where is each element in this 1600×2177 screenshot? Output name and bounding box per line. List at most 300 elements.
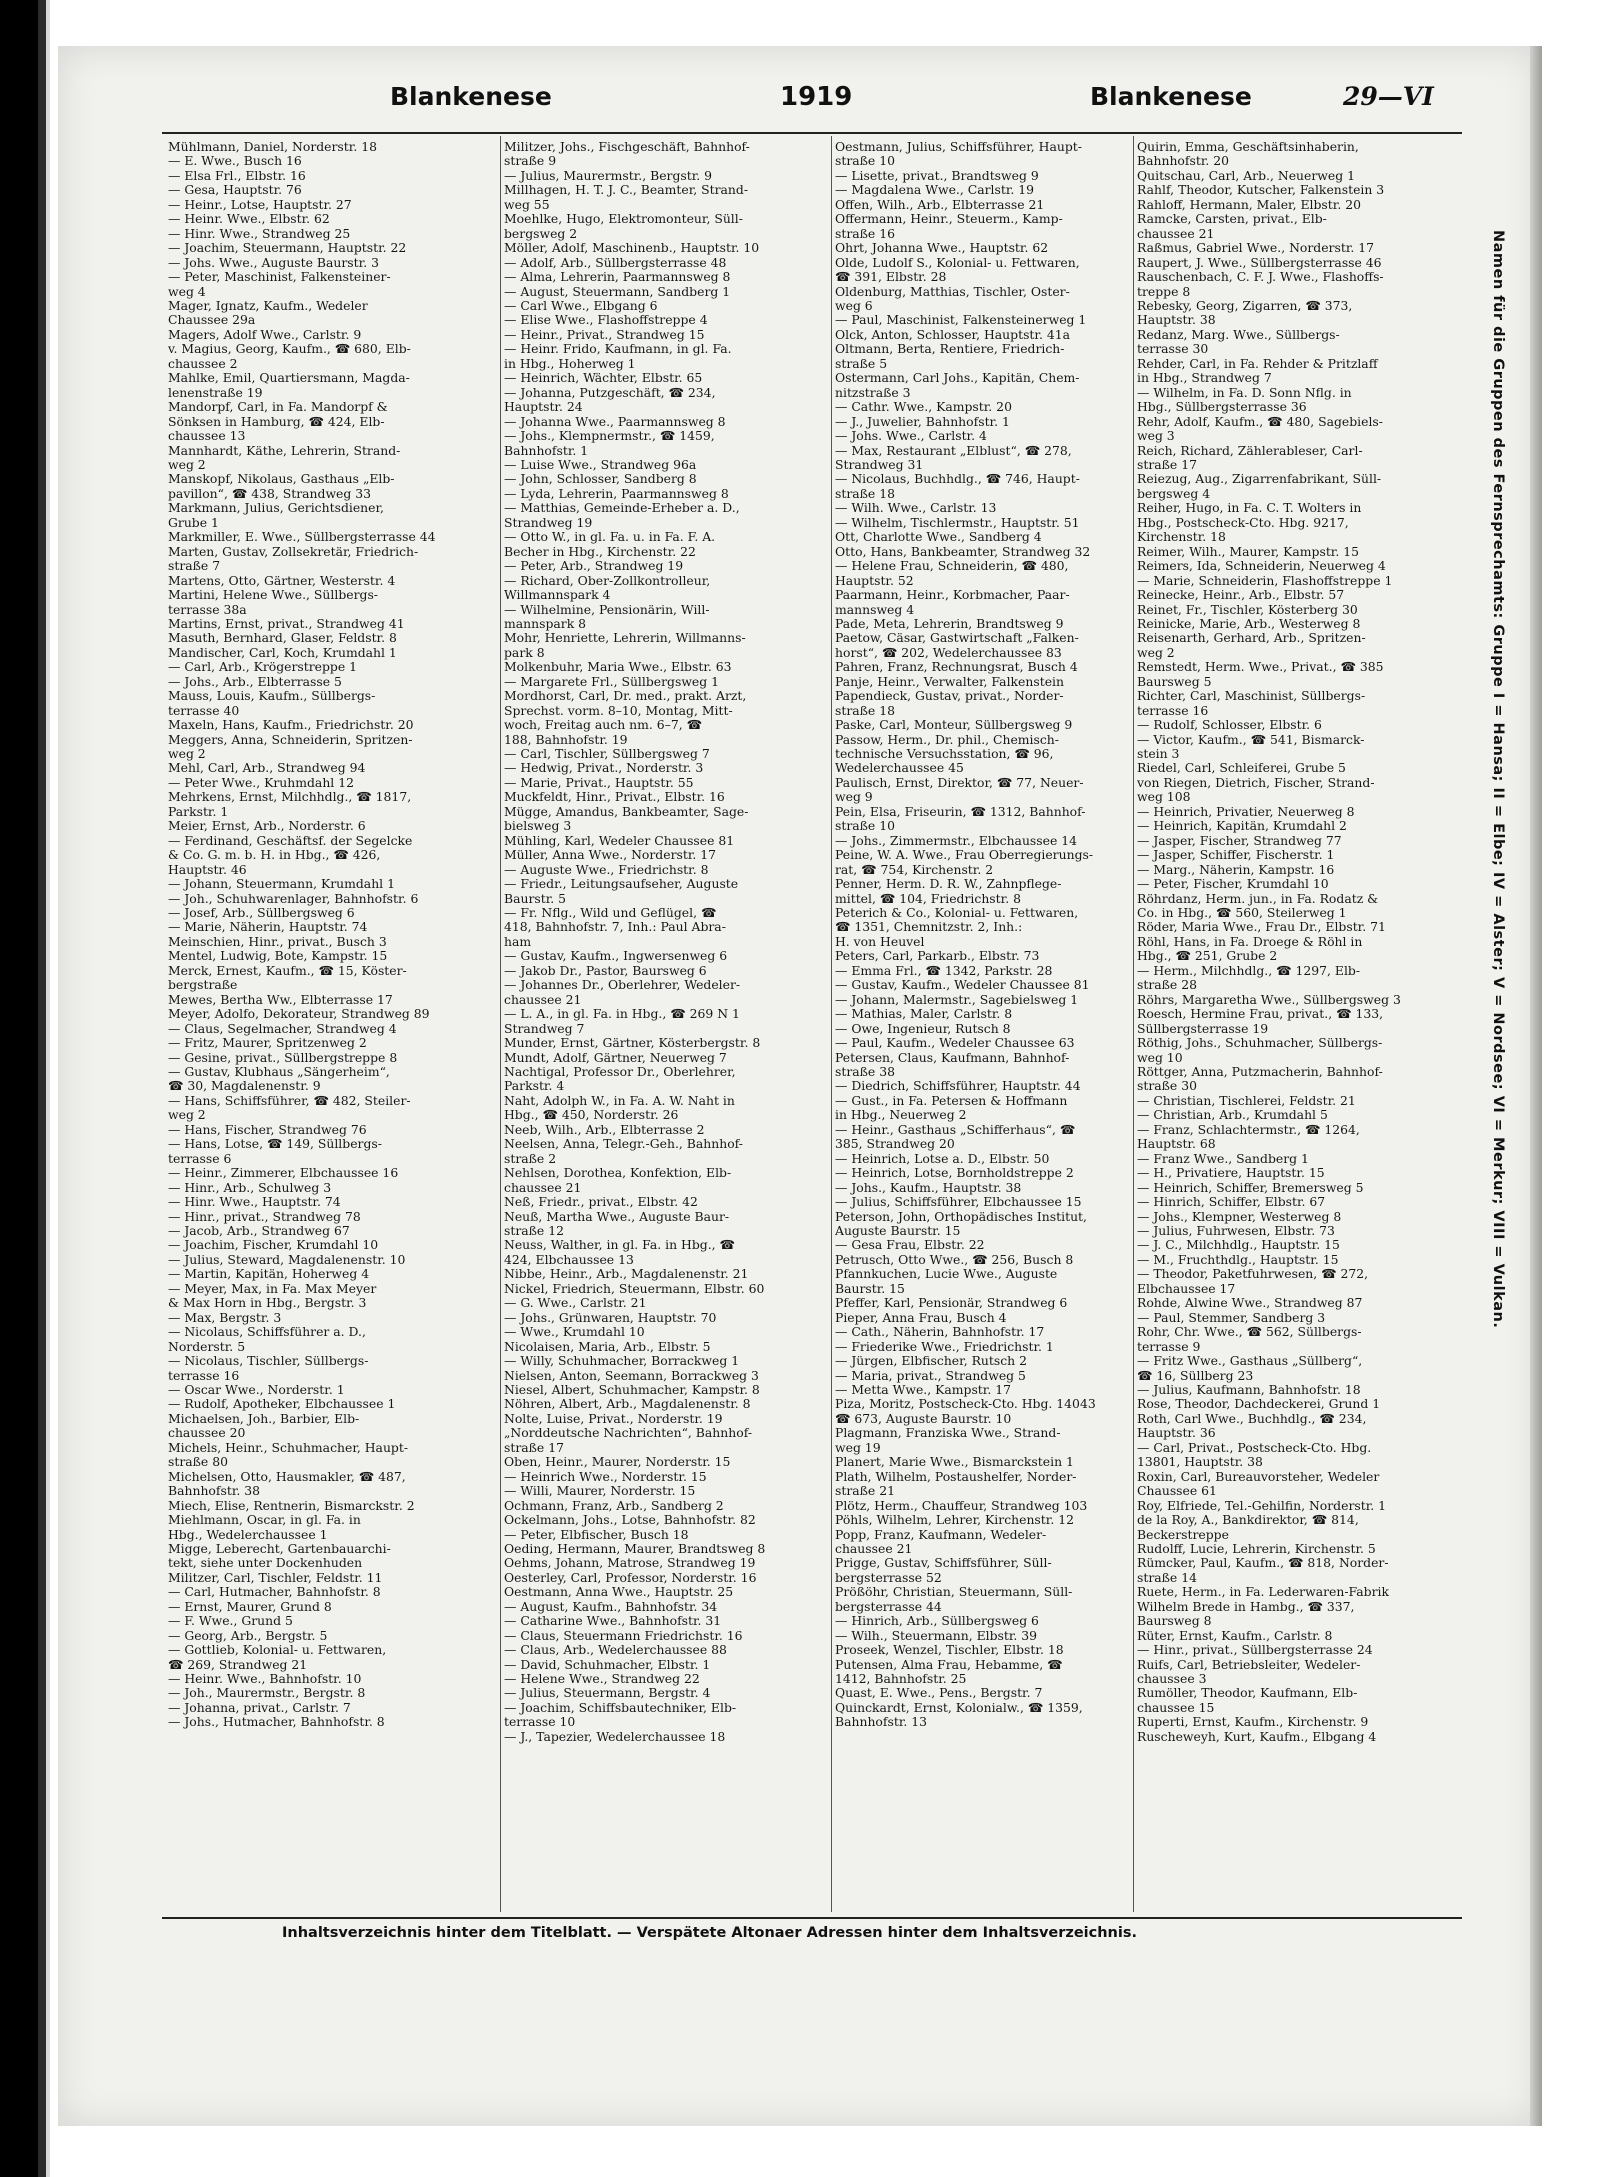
directory-entry: Röthig, Johs., Schuhmacher, Süllbergs- — [1137, 1036, 1383, 1051]
directory-entry: — Heinrich, Lotse, Bornholdstreppe 2 — [835, 1166, 1074, 1181]
directory-entry: bergsweg 2 — [504, 226, 578, 241]
directory-column-2 — [504, 140, 828, 1910]
directory-entry: terrasse 16 — [168, 1368, 240, 1383]
directory-entry: Baursweg 5 — [1137, 674, 1212, 689]
directory-entry: — Victor, Kaufm., ☎ 541, Bismarck- — [1137, 732, 1365, 747]
directory-entry: — Cath., Näherin, Bahnhofstr. 17 — [835, 1325, 1045, 1340]
directory-entry: Oltmann, Berta, Rentiere, Friedrich- — [835, 342, 1065, 357]
directory-entry: — Fritz Wwe., Gasthaus „Süllberg“, — [1137, 1354, 1363, 1369]
directory-entry: Hbg., Süllbergsterrasse 36 — [1137, 400, 1307, 415]
directory-entry: Muckfeldt, Hinr., Privat., Elbstr. 16 — [504, 790, 725, 805]
directory-entry: — Joachim, Fischer, Krumdahl 10 — [168, 1238, 379, 1253]
directory-entry: — Marie, Schneiderin, Flashoffstreppe 1 — [1137, 573, 1393, 588]
directory-entry: weg 2 — [168, 747, 206, 762]
directory-entry: Reich, Richard, Zählerableser, Carl- — [1137, 443, 1363, 458]
directory-entry: 1412, Bahnhofstr. 25 — [835, 1672, 967, 1687]
directory-entry: Mügge, Amandus, Bankbeamter, Sage- — [504, 804, 749, 819]
directory-entry: Pöhls, Wilhelm, Lehrer, Kirchenstr. 12 — [835, 1513, 1074, 1528]
directory-entry: Richter, Carl, Maschinist, Süllbergs- — [1137, 689, 1366, 704]
directory-entry: ☎ 1351, Chemnitzstr. 2, Inh.: — [835, 920, 1023, 935]
directory-entry: — Christian, Arb., Krumdahl 5 — [1137, 1108, 1328, 1123]
directory-entry: Markmann, Julius, Gerichtsdiener, — [168, 501, 384, 516]
directory-entry: ☎ 16, Süllberg 23 — [1137, 1368, 1254, 1383]
directory-entry: terrasse 6 — [168, 1151, 232, 1166]
directory-entry: — Friederike Wwe., Friedrichstr. 1 — [835, 1339, 1054, 1354]
directory-entry: Becher in Hbg., Kirchenstr. 22 — [504, 544, 696, 559]
page-header — [160, 82, 1460, 132]
directory-entry: — Paul, Stemmer, Sandberg 3 — [1137, 1310, 1326, 1325]
directory-entry: chaussee 21 — [1137, 226, 1215, 241]
directory-entry: Möller, Adolf, Maschinenb., Hauptstr. 10 — [504, 241, 760, 256]
directory-entry: — Heinr., Lotse, Hauptstr. 27 — [168, 197, 352, 212]
directory-entry: Nehlsen, Dorothea, Konfektion, Elb- — [504, 1166, 732, 1181]
directory-entry: Süllbergsterrasse 19 — [1137, 1021, 1269, 1036]
directory-entry: — Heinrich Wwe., Norderstr. 15 — [504, 1469, 707, 1484]
directory-entry: Röder, Maria Wwe., Frau Dr., Elbstr. 71 — [1137, 920, 1386, 935]
directory-entry: — Willy, Schuhmacher, Borrackweg 1 — [504, 1354, 740, 1369]
directory-entry: Nielsen, Anton, Seemann, Borrackweg 3 — [504, 1368, 759, 1383]
directory-entry: tekt, siehe unter Dockenhuden — [168, 1556, 363, 1571]
directory-entry: Michels, Heinr., Schuhmacher, Haupt- — [168, 1440, 409, 1455]
directory-entry: Rauschenbach, C. F. J. Wwe., Flashoffs- — [1137, 270, 1384, 285]
directory-entry: — Gesa, Hauptstr. 76 — [168, 183, 302, 198]
directory-entry: Hauptstr. 68 — [1137, 1137, 1216, 1152]
directory-entry: Reimer, Wilh., Maurer, Kampstr. 15 — [1137, 544, 1359, 559]
directory-entry: Oesterley, Carl, Professor, Norderstr. 16 — [504, 1570, 757, 1585]
directory-column-1 — [168, 140, 496, 1910]
directory-entry: chaussee 21 — [504, 992, 582, 1007]
directory-entry: Strandweg 19 — [504, 515, 593, 530]
directory-entry: Mandischer, Carl, Koch, Krumdahl 1 — [168, 645, 397, 660]
directory-entry: Pade, Meta, Lehrerin, Brandtsweg 9 — [835, 616, 1064, 631]
directory-entry: Putensen, Alma Frau, Hebamme, ☎ — [835, 1657, 1063, 1672]
directory-entry: weg 2 — [168, 1108, 206, 1123]
directory-entry: Mannhardt, Käthe, Lehrerin, Strand- — [168, 443, 401, 458]
directory-entry: — Carl Wwe., Elbgang 6 — [504, 298, 658, 313]
directory-entry: — F. Wwe., Grund 5 — [168, 1614, 293, 1629]
directory-entry: Olde, Ludolf S., Kolonial- u. Fettwaren, — [835, 255, 1080, 270]
directory-entry: park 8 — [504, 645, 545, 660]
directory-entry: bergsterrasse 44 — [835, 1599, 942, 1614]
directory-entry: stein 3 — [1137, 747, 1180, 762]
directory-entry: — Fr. Nflg., Wild und Geflügel, ☎ — [504, 906, 717, 921]
directory-entry: — Heinrich, Kapitän, Krumdahl 2 — [1137, 819, 1347, 834]
directory-entry: — Franz, Schlachtermstr., ☎ 1264, — [1137, 1122, 1360, 1137]
directory-entry: Militzer, Johs., Fischgeschäft, Bahnhof- — [504, 140, 750, 154]
directory-entry: Rahloff, Hermann, Maler, Elbstr. 20 — [1137, 197, 1361, 212]
directory-entry: — Paul, Maschinist, Falkensteinerweg 1 — [835, 313, 1087, 328]
directory-entry: Strandweg 31 — [835, 457, 924, 472]
directory-entry: treppe 8 — [1137, 284, 1191, 299]
directory-entry: Rumöller, Theodor, Kaufmann, Elb- — [1137, 1686, 1358, 1701]
directory-entry: — Carl, Hutmacher, Bahnhofstr. 8 — [168, 1585, 381, 1600]
directory-entry: — Claus, Segelmacher, Strandweg 4 — [168, 1021, 397, 1036]
page-number: 29—VI — [1343, 82, 1434, 111]
directory-entry: — Hinrich, Arb., Süllbergsweg 6 — [835, 1614, 1039, 1629]
directory-entry: Michelsen, Otto, Hausmakler, ☎ 487, — [168, 1469, 406, 1484]
directory-entry: Pfannkuchen, Lucie Wwe., Auguste — [835, 1267, 1058, 1282]
directory-entry: — Hinr. Wwe., Hauptstr. 74 — [168, 1195, 341, 1210]
directory-entry: straße 10 — [835, 819, 895, 834]
directory-entry: v. Magius, Georg, Kaufm., ☎ 680, Elb- — [168, 342, 411, 357]
directory-entry: — Gust., in Fa. Petersen & Hoffmann — [835, 1093, 1068, 1108]
directory-entry: mannsweg 4 — [835, 602, 915, 617]
directory-entry: weg 9 — [835, 790, 873, 805]
directory-entry: — Johs., Grünwaren, Hauptstr. 70 — [504, 1310, 717, 1325]
directory-entry: Martini, Helene Wwe., Süllbergs- — [168, 588, 378, 603]
directory-entry: Rehr, Adolf, Kaufm., ☎ 480, Sagebiels- — [1137, 414, 1383, 429]
directory-entry: Roy, Elfriede, Tel.-Gehilfin, Norderstr. 1 — [1137, 1498, 1387, 1513]
directory-entry: Manskopf, Nikolaus, Gasthaus „Elb- — [168, 472, 395, 487]
directory-entry: Grube 1 — [168, 515, 219, 530]
directory-entry: straße 80 — [168, 1455, 228, 1470]
directory-entry: Rohde, Alwine Wwe., Strandweg 87 — [1137, 1296, 1363, 1311]
directory-entry: Röhl, Hans, in Fa. Droege & Röhl in — [1137, 934, 1363, 949]
directory-entry: Chaussee 61 — [1137, 1484, 1217, 1499]
directory-entry: Munder, Ernst, Gärtner, Kösterbergstr. 8 — [504, 1036, 761, 1051]
directory-entry: Rudolff, Lucie, Lehrerin, Kirchenstr. 5 — [1137, 1541, 1376, 1556]
directory-entry: — Wwe., Krumdahl 10 — [504, 1325, 645, 1340]
directory-entry: straße 7 — [168, 559, 221, 574]
directory-entry: — H., Privatiere, Hauptstr. 15 — [1137, 1166, 1325, 1181]
directory-entry: weg 2 — [1137, 645, 1175, 660]
directory-entry: Kirchenstr. 18 — [1137, 530, 1226, 545]
directory-entry: Plötz, Herm., Chauffeur, Strandweg 103 — [835, 1498, 1088, 1513]
directory-entry: — Julius, Schiffsführer, Elbchaussee 15 — [835, 1195, 1082, 1210]
directory-entry: Nolte, Luise, Privat., Norderstr. 19 — [504, 1411, 723, 1426]
directory-entry: Neuss, Walther, in gl. Fa. in Hbg., ☎ — [504, 1238, 735, 1253]
directory-entry: — Gustav, Klubhaus „Sängerheim“, — [168, 1065, 390, 1079]
directory-entry: — Nicolaus, Tischler, Süllbergs- — [168, 1354, 369, 1369]
directory-entry: — Julius, Maurermstr., Bergstr. 9 — [504, 168, 713, 183]
directory-entry: Molkenbuhr, Maria Wwe., Elbstr. 63 — [504, 660, 732, 675]
directory-entry: — Lisette, privat., Brandtsweg 9 — [835, 168, 1039, 183]
directory-entry: — Friedr., Leitungsaufseher, Auguste — [504, 877, 739, 892]
directory-entry: Peine, W. A. Wwe., Frau Oberregierungs- — [835, 848, 1094, 863]
directory-entry: — Peter, Maschinist, Falkensteiner- — [168, 270, 391, 285]
directory-entry: Ohrt, Johanna Wwe., Hauptstr. 62 — [835, 241, 1049, 256]
directory-entry: Meier, Ernst, Arb., Norderstr. 6 — [168, 819, 366, 834]
directory-entry: in Hbg., Strandweg 7 — [1137, 371, 1272, 386]
directory-entry: Strandweg 7 — [504, 1021, 585, 1036]
directory-entry: Remstedt, Herm. Wwe., Privat., ☎ 385 — [1137, 660, 1384, 675]
directory-entry: — Heinr. Wwe., Bahnhofstr. 10 — [168, 1672, 362, 1687]
column-divider — [500, 136, 501, 1912]
directory-entry: Quinckardt, Ernst, Kolonialw., ☎ 1359, — [835, 1700, 1083, 1715]
directory-entry: Rüter, Ernst, Kaufm., Carlstr. 8 — [1137, 1628, 1333, 1643]
directory-entry: — Christian, Tischlerei, Feldstr. 21 — [1137, 1093, 1356, 1108]
directory-entry: — Johs., Arb., Elbterrasse 5 — [168, 674, 342, 689]
directory-entry: — Joachim, Schiffsbautechniker, Elb- — [504, 1700, 737, 1715]
directory-entry: Willmannspark 4 — [504, 588, 611, 603]
directory-entry: Neeb, Wilh., Arb., Elbterrasse 2 — [504, 1122, 705, 1137]
directory-entry: Michaelsen, Joh., Barbier, Elb- — [168, 1411, 360, 1426]
directory-entry: Meinschien, Hinr., privat., Busch 3 — [168, 934, 387, 949]
directory-entry: Prößöhr, Christian, Steuermann, Süll- — [835, 1585, 1073, 1600]
directory-entry: Pieper, Anna Frau, Busch 4 — [835, 1310, 1007, 1325]
directory-entry: Mahlke, Emil, Quartiersmann, Magda- — [168, 371, 410, 386]
directory-entry: Röhrs, Margaretha Wwe., Süllbergsweg 3 — [1137, 992, 1401, 1007]
directory-entry: — J. C., Milchhdlg., Hauptstr. 15 — [1137, 1238, 1340, 1253]
directory-entry: — Metta Wwe., Kampstr. 17 — [835, 1382, 1011, 1397]
directory-entry: — Margarete Frl., Süllbergsweg 1 — [504, 674, 720, 689]
directory-entry: — Hans, Fischer, Strandweg 76 — [168, 1122, 367, 1137]
directory-entry: Rehder, Carl, in Fa. Rehder & Pritzlaff — [1137, 356, 1378, 371]
directory-entry: Petrusch, Otto Wwe., ☎ 256, Busch 8 — [835, 1252, 1074, 1267]
directory-entry: terrasse 10 — [504, 1715, 576, 1730]
directory-entry: — Carl, Tischler, Süllbergsweg 7 — [504, 747, 710, 762]
directory-entry: — Heinr. Frido, Kaufmann, in gl. Fa. — [504, 342, 732, 357]
directory-entry: Hbg., ☎ 251, Grube 2 — [1137, 949, 1278, 964]
directory-entry: — Johs., Kaufm., Hauptstr. 38 — [835, 1180, 1022, 1195]
directory-entry: — M., Fruchthdlg., Hauptstr. 15 — [1137, 1252, 1339, 1267]
directory-entry: bergsweg 4 — [1137, 486, 1211, 501]
directory-entry: Rohr, Chr. Wwe., ☎ 562, Süllbergs- — [1137, 1325, 1362, 1340]
directory-entry: — Johs., Zimmermstr., Elbchaussee 14 — [835, 833, 1078, 848]
directory-entry: ☎ 391, Elbstr. 28 — [835, 270, 947, 285]
directory-entry: — Heinrich, Lotse a. D., Elbstr. 50 — [835, 1151, 1050, 1166]
directory-column-3 — [835, 140, 1133, 1910]
directory-entry: rat, ☎ 754, Kirchenstr. 2 — [835, 862, 994, 877]
directory-entry: & Co. G. m. b. H. in Hbg., ☎ 426, — [168, 848, 381, 863]
directory-entry: — Jürgen, Elbfischer, Rutsch 2 — [835, 1354, 1027, 1369]
directory-entry: in Hbg., Neuerweg 2 — [835, 1108, 967, 1123]
directory-entry: — Heinr., Gasthaus „Schifferhaus“, ☎ — [835, 1122, 1076, 1137]
directory-entry: 424, Elbchaussee 13 — [504, 1252, 634, 1267]
directory-entry: Rebesky, Georg, Zigarren, ☎ 373, — [1137, 298, 1353, 313]
directory-entry: Parkstr. 1 — [168, 804, 229, 819]
directory-entry: Bahnhofstr. 13 — [835, 1715, 928, 1730]
directory-entry: Baursweg 8 — [1137, 1614, 1212, 1629]
directory-entry: Müller, Anna Wwe., Norderstr. 17 — [504, 848, 717, 863]
directory-entry: Maxeln, Hans, Kaufm., Friedrichstr. 20 — [168, 718, 414, 733]
directory-entry: weg 19 — [835, 1440, 881, 1455]
directory-entry: — Auguste Wwe., Friedrichstr. 8 — [504, 862, 709, 877]
directory-entry: terrasse 30 — [1137, 342, 1209, 357]
directory-entry: Miech, Elise, Rentnerin, Bismarckstr. 2 — [168, 1498, 415, 1513]
directory-entry: Hauptstr. 46 — [168, 862, 247, 877]
directory-entry: — Meyer, Max, in Fa. Max Meyer — [168, 1281, 377, 1296]
directory-entry: Mentel, Ludwig, Bote, Kampstr. 15 — [168, 949, 388, 964]
directory-entry: Naht, Adolph W., in Fa. A. W. Naht in — [504, 1093, 735, 1108]
directory-entry: Olck, Anton, Schlosser, Hauptstr. 41a — [835, 327, 1071, 342]
directory-entry: — J., Tapezier, Wedelerchaussee 18 — [504, 1729, 726, 1744]
directory-entry: H. von Heuvel — [835, 934, 925, 949]
directory-entry: Reinicke, Marie, Arb., Westerweg 8 — [1137, 616, 1361, 631]
directory-entry: Chaussee 29a — [168, 313, 256, 328]
directory-entry: Roesch, Hermine Frau, privat., ☎ 133, — [1137, 1007, 1384, 1022]
directory-entry: Reiher, Hugo, in Fa. C. T. Wolters in — [1137, 501, 1362, 516]
directory-entry: mannspark 8 — [504, 616, 587, 631]
directory-entry: — John, Schlosser, Sandberg 8 — [504, 472, 697, 487]
page-edge — [1530, 46, 1542, 2126]
header-place-right: Blankenese — [1090, 82, 1252, 111]
directory-entry: Sönksen in Hamburg, ☎ 424, Elb- — [168, 414, 385, 429]
directory-entry: ☎ 673, Auguste Baurstr. 10 — [835, 1411, 1012, 1426]
directory-entry: Mager, Ignatz, Kaufm., Wedeler — [168, 298, 368, 313]
directory-entry: straße 5 — [835, 356, 888, 371]
directory-entry: weg 2 — [168, 457, 206, 472]
directory-entry: — Johs., Hutmacher, Bahnhofstr. 8 — [168, 1715, 385, 1730]
directory-entry: straße 18 — [835, 486, 895, 501]
directory-entry: — August, Steuermann, Sandberg 1 — [504, 284, 731, 299]
directory-entry: bielsweg 3 — [504, 819, 572, 834]
directory-entry: — Rudolf, Apotheker, Elbchaussee 1 — [168, 1397, 396, 1412]
directory-entry: — Carl, Arb., Krögerstreppe 1 — [168, 660, 358, 675]
directory-entry: — Hinr., privat., Süllbergsterrasse 24 — [1137, 1643, 1373, 1658]
directory-entry: Reimers, Ida, Schneiderin, Neuerweg 4 — [1137, 559, 1386, 574]
directory-entry: Rahlf, Theodor, Kutscher, Falkenstein 3 — [1137, 183, 1385, 198]
directory-entry: — Johanna Wwe., Paarmannsweg 8 — [504, 414, 726, 429]
directory-entry: Bahnhofstr. 1 — [504, 443, 589, 458]
directory-entry: — Johann, Malermstr., Sagebielsweg 1 — [835, 992, 1079, 1007]
directory-entry: 385, Strandweg 20 — [835, 1137, 955, 1152]
directory-entry: Paarmann, Heinr., Korbmacher, Paar- — [835, 588, 1070, 603]
directory-entry: — Johannes Dr., Oberlehrer, Wedeler- — [504, 978, 741, 993]
directory-entry: — Peter, Elbfischer, Busch 18 — [504, 1527, 689, 1542]
directory-entry: Oeding, Hermann, Maurer, Brandtsweg 8 — [504, 1541, 766, 1556]
directory-entry: straße 16 — [835, 226, 895, 241]
directory-entry: Raupert, J. Wwe., Süllbergsterrasse 46 — [1137, 255, 1382, 270]
column-divider — [831, 136, 832, 1912]
directory-entry: — Heinrich, Privatier, Neuerweg 8 — [1137, 804, 1355, 819]
directory-entry: Martins, Ernst, privat., Strandweg 41 — [168, 616, 405, 631]
directory-entry: Martens, Otto, Gärtner, Westerstr. 4 — [168, 573, 396, 588]
directory-entry: — Johs., Klempner, Westerweg 8 — [1137, 1209, 1342, 1224]
directory-entry: Hauptstr. 52 — [835, 573, 914, 588]
directory-entry: Petersen, Claus, Kaufmann, Bahnhof- — [835, 1050, 1070, 1065]
directory-entry: straße 28 — [1137, 978, 1197, 993]
directory-entry: weg 4 — [168, 284, 206, 299]
directory-entry: Mehrkens, Ernst, Milchhdlg., ☎ 1817, — [168, 790, 412, 805]
directory-entry: — Hinr., Arb., Schulweg 3 — [168, 1180, 332, 1195]
directory-entry: 418, Bahnhofstr. 7, Inh.: Paul Abra- — [504, 920, 726, 935]
directory-entry: chaussee 2 — [168, 356, 238, 371]
directory-entry: Piza, Moritz, Postscheck-Cto. Hbg. 14043 — [835, 1397, 1096, 1412]
directory-entry: — Marie, Näherin, Hauptstr. 74 — [168, 920, 368, 935]
directory-entry: Panje, Heinr., Verwalter, Falkenstein — [835, 674, 1064, 689]
directory-entry: — Julius, Steward, Magdalenenstr. 10 — [168, 1252, 406, 1267]
directory-entry: Paulisch, Ernst, Direktor, ☎ 77, Neuer- — [835, 775, 1084, 790]
directory-entry: Riedel, Carl, Schleiferei, Grube 5 — [1137, 761, 1346, 776]
directory-entry: Mewes, Bertha Ww., Elbterrasse 17 — [168, 992, 393, 1007]
directory-entry: Mühlmann, Daniel, Norderstr. 18 — [168, 140, 377, 154]
directory-entry: — Elise Wwe., Flashoffstreppe 4 — [504, 313, 708, 328]
directory-entry: Peters, Carl, Parkarb., Elbstr. 73 — [835, 949, 1040, 964]
directory-entry: Ruscheweyh, Kurt, Kaufm., Elbgang 4 — [1137, 1729, 1377, 1744]
directory-entry: Nickel, Friedrich, Steuermann, Elbstr. 60 — [504, 1281, 765, 1296]
directory-entry: weg 10 — [1137, 1050, 1183, 1065]
directory-entry: Markmiller, E. Wwe., Süllbergsterrasse 44 — [168, 530, 436, 545]
directory-entry: — Wilhelm, in Fa. D. Sonn Nflg. in — [1137, 385, 1352, 400]
directory-entry: — Johanna, Putzgeschäft, ☎ 234, — [504, 385, 716, 400]
directory-entry: Mandorpf, Carl, in Fa. Mandorpf & — [168, 400, 388, 415]
directory-entry: Beckerstreppe — [1137, 1527, 1229, 1542]
directory-entry: — Fritz, Maurer, Spritzenweg 2 — [168, 1036, 367, 1051]
directory-entry: — Johanna, privat., Carlstr. 7 — [168, 1700, 351, 1715]
directory-entry: straße 30 — [1137, 1079, 1197, 1094]
directory-entry: Plagmann, Franziska Wwe., Strand- — [835, 1426, 1061, 1441]
directory-entry: — Heinr. Wwe., Elbstr. 62 — [168, 212, 330, 227]
directory-entry: Oben, Heinr., Maurer, Norderstr. 15 — [504, 1455, 731, 1470]
directory-entry: Peterson, John, Orthopädisches Institut, — [835, 1209, 1087, 1224]
directory-entry: Pahren, Franz, Rechnungsrat, Busch 4 — [835, 660, 1078, 675]
directory-entry: — Hans, Lotse, ☎ 149, Süllbergs- — [168, 1137, 382, 1152]
directory-entry: Ostermann, Carl Johs., Kapitän, Chem- — [835, 371, 1080, 386]
directory-entry: Penner, Herm. D. R. W., Zahnpflege- — [835, 877, 1062, 892]
directory-entry: Reisenarth, Gerhard, Arb., Spritzen- — [1137, 631, 1366, 646]
directory-entry: — Paul, Kaufm., Wedeler Chaussee 63 — [835, 1036, 1075, 1051]
directory-entry: „Norddeutsche Nachrichten“, Bahnhof- — [504, 1426, 753, 1441]
directory-entry: — Ernst, Maurer, Grund 8 — [168, 1599, 332, 1614]
directory-entry: — Ferdinand, Geschäftsf. der Segelcke — [168, 833, 413, 848]
directory-entry: straße 9 — [504, 154, 557, 169]
directory-entry: Roth, Carl Wwe., Buchhdlg., ☎ 234, — [1137, 1411, 1367, 1426]
directory-entry: Oehms, Johann, Matrose, Strandweg 19 — [504, 1556, 756, 1571]
directory-entry: Ruete, Herm., in Fa. Lederwaren-Fabrik — [1137, 1585, 1389, 1600]
directory-entry: Magers, Adolf Wwe., Carlstr. 9 — [168, 327, 362, 342]
directory-entry: Ochmann, Franz, Arb., Sandberg 2 — [504, 1498, 724, 1513]
directory-entry: Reinet, Fr., Tischler, Kösterberg 30 — [1137, 602, 1358, 617]
directory-entry: Masuth, Bernhard, Glaser, Feldstr. 8 — [168, 631, 397, 646]
directory-entry: — Catharine Wwe., Bahnhofstr. 31 — [504, 1614, 722, 1629]
directory-entry: — Hans, Schiffsführer, ☎ 482, Steiler- — [168, 1093, 411, 1108]
directory-entry: Raßmus, Gabriel Wwe., Norderstr. 17 — [1137, 241, 1375, 256]
directory-entry: Oldenburg, Matthias, Tischler, Oster- — [835, 284, 1070, 299]
directory-entry: — Adolf, Arb., Süllbergsterrasse 48 — [504, 255, 727, 270]
directory-entry: in Hbg., Hoherweg 1 — [504, 356, 636, 371]
directory-entry: straße 17 — [1137, 457, 1197, 472]
directory-entry: — Rudolf, Schlosser, Elbstr. 6 — [1137, 718, 1322, 733]
directory-entry: — G. Wwe., Carlstr. 21 — [504, 1296, 647, 1311]
directory-entry: Militzer, Carl, Tischler, Feldstr. 11 — [168, 1570, 383, 1585]
directory-entry: — Owe, Ingenieur, Rutsch 8 — [835, 1021, 1011, 1036]
directory-entry: chaussee 21 — [835, 1541, 913, 1556]
directory-entry: Redanz, Marg. Wwe., Süllbergs- — [1137, 327, 1340, 342]
directory-entry: — Jacob, Arb., Strandweg 67 — [168, 1223, 350, 1238]
directory-entry: Hbg., ☎ 450, Norderstr. 26 — [504, 1108, 679, 1123]
directory-entry: — Johs. Wwe., Carlstr. 4 — [835, 429, 987, 444]
directory-entry: Paetow, Cäsar, Gastwirtschaft „Falken- — [835, 631, 1079, 646]
directory-entry: Parkstr. 4 — [504, 1079, 565, 1094]
directory-entry: — Johann, Steuermann, Krumdahl 1 — [168, 877, 395, 892]
directory-entry: ☎ 30, Magdalenenstr. 9 — [168, 1079, 321, 1094]
directory-entry: — L. A., in gl. Fa. in Hbg., ☎ 269 N 1 — [504, 1007, 740, 1022]
directory-entry: — Johs., Klempnermstr., ☎ 1459, — [504, 429, 715, 444]
directory-entry: Nachtigal, Professor Dr., Oberlehrer, — [504, 1065, 736, 1079]
scan-border — [0, 0, 58, 2177]
directory-entry: Bahnhofstr. 38 — [168, 1484, 261, 1499]
directory-entry: Neelsen, Anna, Telegr.-Geh., Bahnhof- — [504, 1137, 743, 1152]
directory-entry: Migge, Leberecht, Gartenbauarchi- — [168, 1541, 391, 1556]
directory-entry: woch, Freitag auch nm. 6–7, ☎ — [504, 718, 703, 733]
directory-entry: — Peter, Arb., Strandweg 19 — [504, 559, 684, 574]
directory-entry: Mauss, Louis, Kaufm., Süllbergs- — [168, 689, 376, 704]
directory-entry: — Maria, privat., Strandweg 5 — [835, 1368, 1026, 1383]
directory-entry: — Oscar Wwe., Norderstr. 1 — [168, 1382, 345, 1397]
directory-entry: chaussee 13 — [168, 429, 246, 444]
directory-entry: Co. in Hbg., ☎ 560, Steilerweg 1 — [1137, 906, 1347, 921]
directory-entry: Auguste Baurstr. 15 — [835, 1223, 961, 1238]
header-rule — [162, 132, 1462, 134]
directory-entry: — Wilhelmine, Pensionärin, Will- — [504, 602, 710, 617]
directory-entry: Mehl, Carl, Arb., Strandweg 94 — [168, 761, 366, 776]
directory-entry: Ott, Charlotte Wwe., Sandberg 4 — [835, 530, 1042, 545]
directory-entry: terrasse 38a — [168, 602, 247, 617]
directory-entry: — Martin, Kapitän, Hoherweg 4 — [168, 1267, 370, 1282]
directory-entry: — Peter, Fischer, Krumdahl 10 — [1137, 877, 1329, 892]
directory-entry: Planert, Marie Wwe., Bismarckstein 1 — [835, 1455, 1074, 1470]
